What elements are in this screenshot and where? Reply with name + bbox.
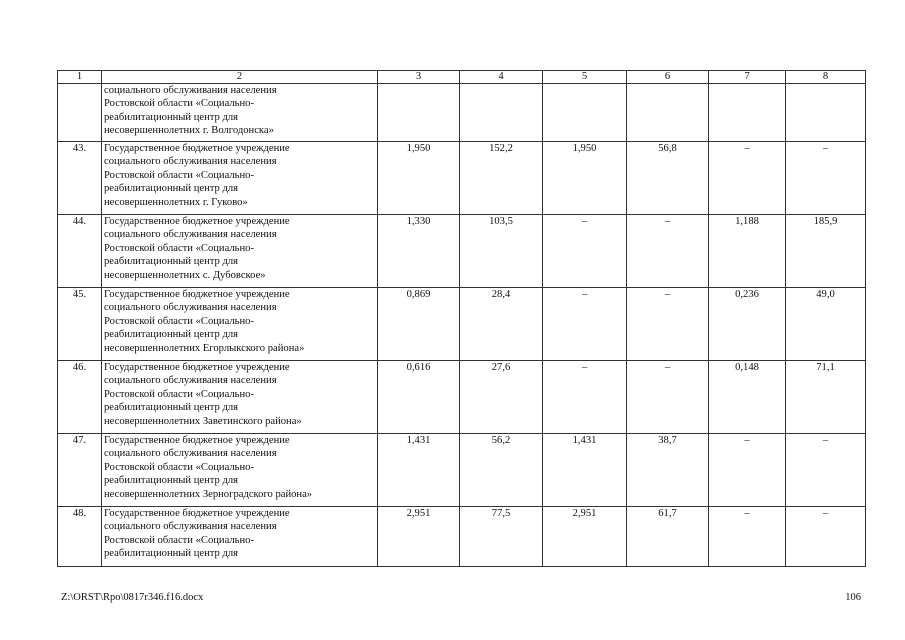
row-number: 44. — [58, 215, 102, 288]
table-row — [58, 215, 866, 288]
page-number: 106 — [845, 592, 861, 603]
value-col8: – — [786, 507, 866, 567]
table-row — [58, 84, 866, 142]
value-col5 — [543, 84, 627, 142]
value-col6: 38,7 — [627, 434, 709, 507]
value-col7: – — [709, 434, 786, 507]
row-number — [58, 84, 102, 142]
header-cell: 4 — [460, 71, 543, 84]
value-col7: 0,148 — [709, 361, 786, 434]
value-col4: 152,2 — [460, 142, 543, 215]
value-col4: 28,4 — [460, 288, 543, 361]
value-col8 — [786, 84, 866, 142]
value-col4 — [460, 84, 543, 142]
value-col7: – — [709, 507, 786, 567]
institution-name: Государственное бюджетное учреждение социального обслуживания населения Ростовской области «Социально- реабилитационный центр для несовершеннолетних Зерноградского района» — [102, 434, 378, 507]
header-cell: 7 — [709, 71, 786, 84]
institution-name: социального обслуживания населения Ростовской области «Социально- реабилитационный центр для несовершеннолетних г. Волгодонска» — [102, 84, 378, 142]
row-number: 48. — [58, 507, 102, 567]
value-col4: 77,5 — [460, 507, 543, 567]
table-row — [58, 142, 866, 215]
value-col8: 71,1 — [786, 361, 866, 434]
value-col5: – — [543, 215, 627, 288]
value-col7: 1,188 — [709, 215, 786, 288]
value-col8: – — [786, 434, 866, 507]
value-col7: – — [709, 142, 786, 215]
value-col3: 2,951 — [378, 507, 460, 567]
value-col3: 0,616 — [378, 361, 460, 434]
footer-file-path: Z:\ORST\Rpo\0817r346.f16.docx — [61, 592, 204, 603]
header-cell: 5 — [543, 71, 627, 84]
value-col5: – — [543, 288, 627, 361]
value-col5: 2,951 — [543, 507, 627, 567]
table-row — [58, 288, 866, 361]
value-col8: 185,9 — [786, 215, 866, 288]
header-cell: 2 — [102, 71, 378, 84]
value-col8: 49,0 — [786, 288, 866, 361]
institution-name: Государственное бюджетное учреждение социального обслуживания населения Ростовской области «Социально- реабилитационный центр для несовершеннолетних Заветинского района» — [102, 361, 378, 434]
institution-name: Государственное бюджетное учреждение социального обслуживания населения Ростовской области «Социально- реабилитационный центр для — [102, 507, 378, 567]
budget-table — [57, 70, 866, 567]
value-col6: – — [627, 361, 709, 434]
header-row — [58, 71, 866, 84]
row-number: 43. — [58, 142, 102, 215]
value-col4: 56,2 — [460, 434, 543, 507]
value-col5: 1,431 — [543, 434, 627, 507]
value-col4: 27,6 — [460, 361, 543, 434]
value-col6: – — [627, 215, 709, 288]
row-number: 45. — [58, 288, 102, 361]
value-col5: 1,950 — [543, 142, 627, 215]
value-col7: 0,236 — [709, 288, 786, 361]
value-col6 — [627, 84, 709, 142]
value-col6: 56,8 — [627, 142, 709, 215]
table-row — [58, 507, 866, 567]
row-number: 46. — [58, 361, 102, 434]
value-col6: – — [627, 288, 709, 361]
value-col7 — [709, 84, 786, 142]
header-cell: 8 — [786, 71, 866, 84]
header-cell: 1 — [58, 71, 102, 84]
header-cell: 6 — [627, 71, 709, 84]
value-col4: 103,5 — [460, 215, 543, 288]
value-col3: 1,950 — [378, 142, 460, 215]
table-row — [58, 434, 866, 507]
value-col3: 1,431 — [378, 434, 460, 507]
table-row — [58, 361, 866, 434]
institution-name: Государственное бюджетное учреждение социального обслуживания населения Ростовской области «Социально- реабилитационный центр для несовершеннолетних с. Дубовское» — [102, 215, 378, 288]
value-col3: 0,869 — [378, 288, 460, 361]
value-col5: – — [543, 361, 627, 434]
row-number: 47. — [58, 434, 102, 507]
institution-name: Государственное бюджетное учреждение социального обслуживания населения Ростовской области «Социально- реабилитационный центр для несовершеннолетних Егорлыкского района» — [102, 288, 378, 361]
header-cell: 3 — [378, 71, 460, 84]
value-col8: – — [786, 142, 866, 215]
value-col3 — [378, 84, 460, 142]
value-col6: 61,7 — [627, 507, 709, 567]
value-col3: 1,330 — [378, 215, 460, 288]
institution-name: Государственное бюджетное учреждение социального обслуживания населения Ростовской области «Социально- реабилитационный центр для несовершеннолетних г. Гуково» — [102, 142, 378, 215]
